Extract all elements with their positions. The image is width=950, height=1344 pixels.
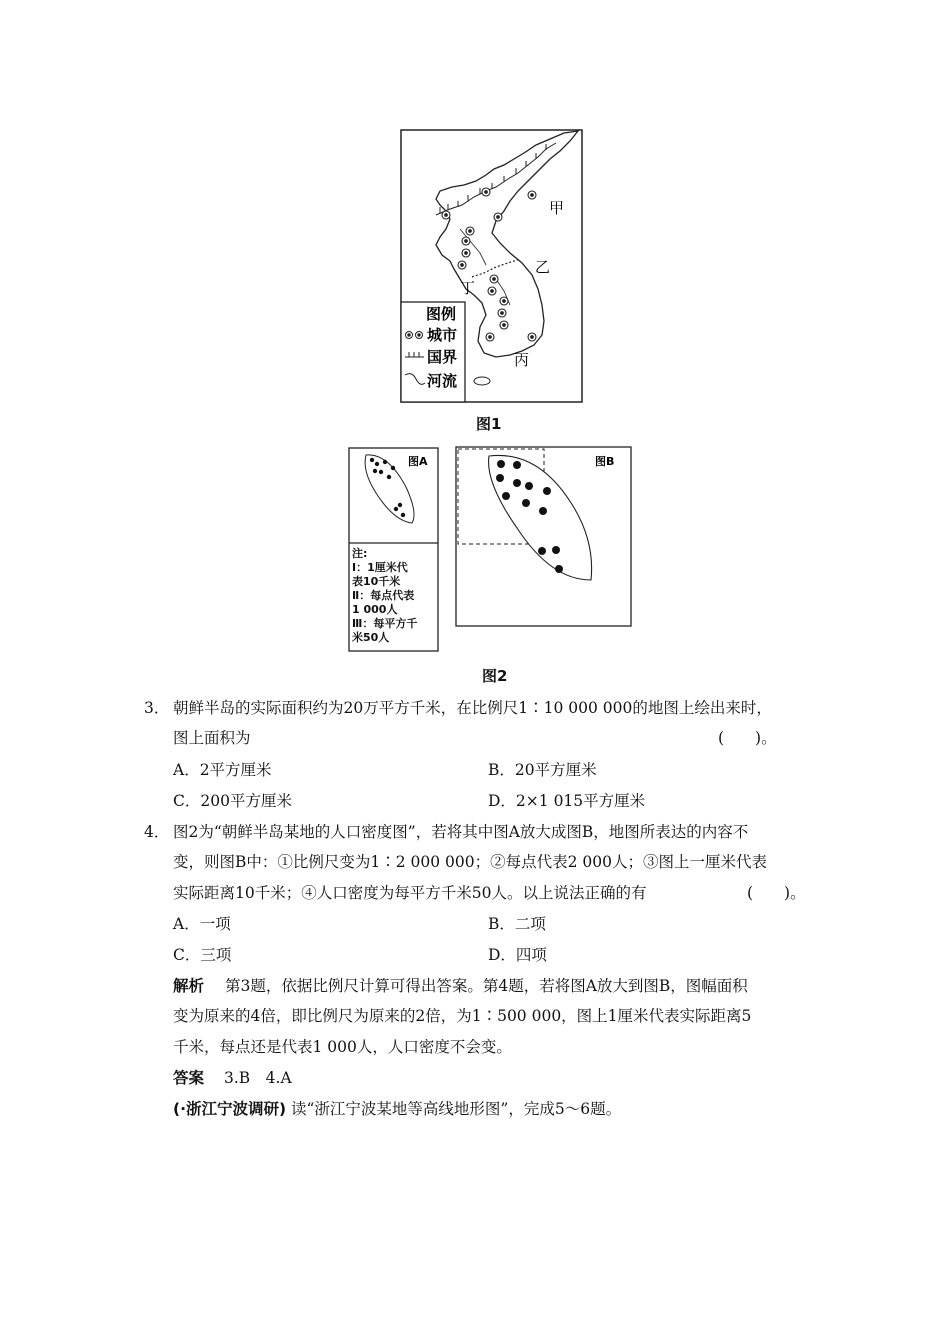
note-line: 米50人 bbox=[352, 631, 390, 644]
legend-river: 河流 bbox=[427, 372, 458, 390]
map-legend bbox=[401, 302, 465, 402]
q3-stem-line1: 朝鲜半岛的实际面积约为20万平方千米，在比例尺1∶10 000 000的地图上绘出来时， bbox=[173, 699, 772, 717]
note-line: 1 000人 bbox=[352, 603, 398, 616]
analysis-line1: 第3题，依据比例尺计算可得出答案。第4题，若将图A放大到图B，图幅面积 bbox=[225, 977, 748, 995]
note-line: Ⅲ：每平方千 bbox=[352, 617, 418, 630]
q3-answer-blank: ( )。 bbox=[718, 729, 777, 747]
analysis-line2: 变为原来的4倍，即比例尺为原来的2倍，为1∶500 000，图上1厘米代表实际距离5 bbox=[173, 1007, 752, 1025]
q4-answer-blank: ( )。 bbox=[747, 884, 806, 902]
figure-1-caption: 图1 bbox=[476, 415, 502, 433]
panel-a-title: 图A bbox=[408, 455, 428, 468]
q4-number: 4． bbox=[144, 823, 170, 841]
q4-option-d: D．四项 bbox=[488, 946, 547, 964]
answer-text: 3.B 4.A bbox=[224, 1069, 292, 1087]
q3-stem-line2: 图上面积为 bbox=[173, 729, 251, 747]
q3-number: 3． bbox=[144, 699, 170, 717]
label-bing: 丙 bbox=[514, 351, 530, 369]
legend-title: 图例 bbox=[426, 305, 457, 323]
note-line: 表10千米 bbox=[352, 575, 401, 588]
figure-2-caption: 图2 bbox=[482, 667, 508, 685]
q4-stem-line1: 图2为“朝鲜半岛某地的人口密度图”，若将其中图A放大成图B，地图所表达的内容不 bbox=[173, 823, 749, 841]
q4-stem-line3: 实际距离10千米；④人口密度为每平方千米50人。以上说法正确的有 bbox=[173, 884, 647, 902]
label-ding: 丁 bbox=[460, 279, 476, 297]
figure-1-map bbox=[400, 129, 584, 404]
figure-2-panel-a bbox=[348, 447, 440, 653]
label-yi: 乙 bbox=[535, 258, 551, 276]
legend-city: 城市 bbox=[427, 326, 458, 344]
q4-option-a: A．一项 bbox=[173, 915, 231, 933]
analysis-line3: 千米，每点还是代表1 000人，人口密度不会变。 bbox=[173, 1038, 512, 1056]
q4-option-c: C．三项 bbox=[173, 946, 232, 964]
q3-option-b: B．20平方厘米 bbox=[488, 761, 597, 779]
q4-option-b: B．二项 bbox=[488, 915, 546, 933]
figure-2-panel-b bbox=[455, 446, 633, 628]
island bbox=[474, 377, 490, 385]
panel-b-title: 图B bbox=[595, 455, 615, 468]
note-line: Ⅰ：1厘米代 bbox=[352, 561, 408, 574]
answer-label: 答案 bbox=[173, 1069, 205, 1087]
next-text: 读“浙江宁波某地等高线地形图”，完成5～6题。 bbox=[291, 1100, 622, 1118]
analysis-label: 解析 bbox=[173, 977, 205, 995]
next-source: (·浙江宁波调研) bbox=[173, 1100, 287, 1118]
q3-option-a: A．2平方厘米 bbox=[173, 761, 272, 779]
q3-option-d: D．2×1 015平方厘米 bbox=[488, 792, 646, 810]
note-line: 注: bbox=[352, 547, 368, 560]
legend-border: 国界 bbox=[427, 348, 458, 366]
note-line: Ⅱ：每点代表 bbox=[352, 589, 415, 602]
label-jia: 甲 bbox=[549, 199, 565, 217]
q4-stem-line2: 变，则图B中：①比例尺变为1∶2 000 000；②每点代表2 000人；③图上一厘米代表 bbox=[173, 853, 768, 871]
q3-option-c: C．200平方厘米 bbox=[173, 792, 292, 810]
